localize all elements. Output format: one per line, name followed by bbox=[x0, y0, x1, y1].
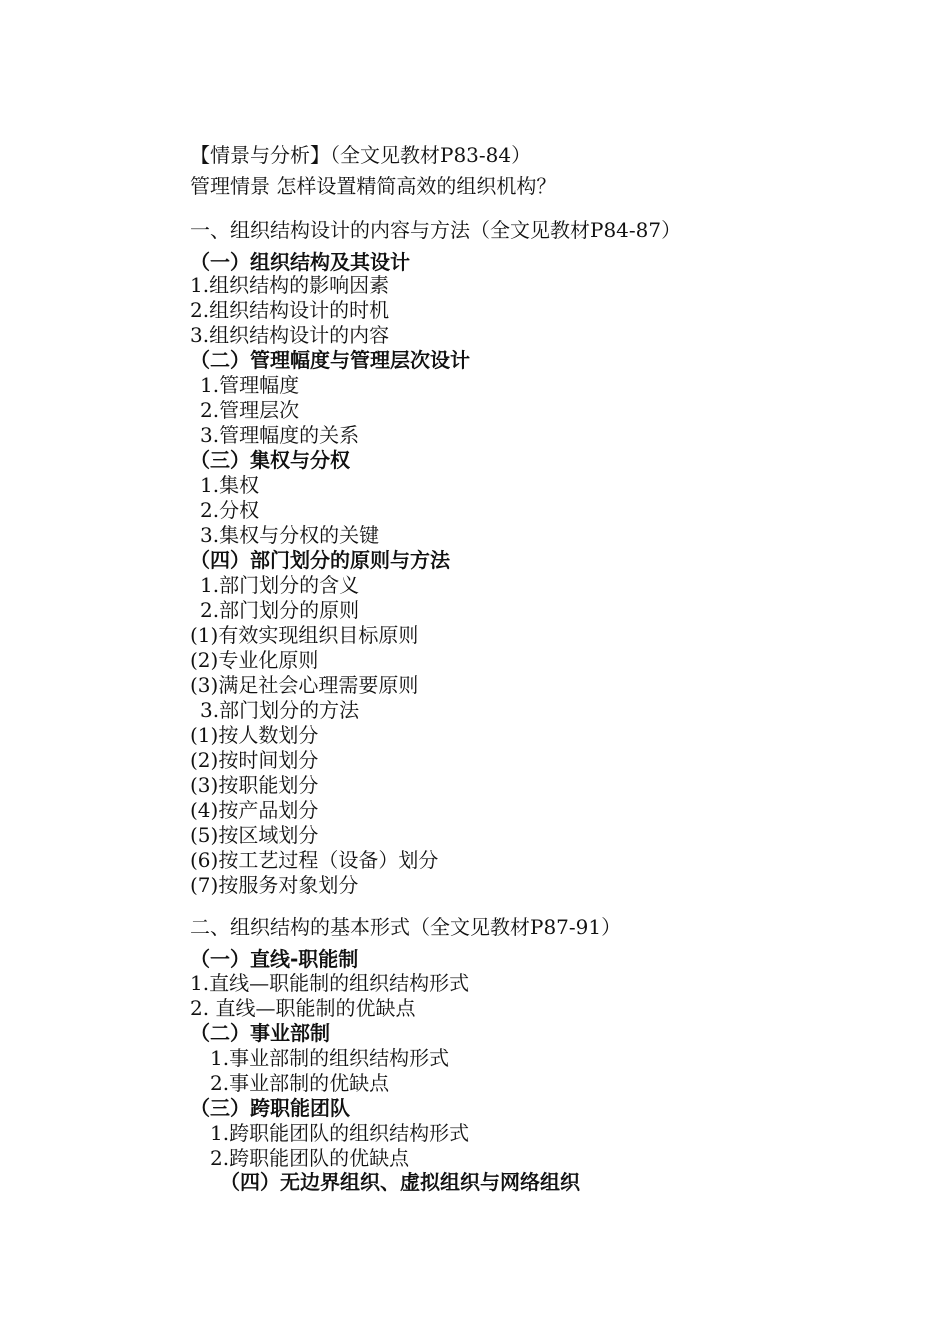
list-item: 2. 直线—职能制的优缺点 bbox=[190, 996, 416, 1020]
list-item: 2.组织结构设计的时机 bbox=[190, 298, 390, 322]
section1-sub2-title: （二）管理幅度与管理层次设计 bbox=[190, 348, 470, 372]
section1-sub1-title: （一）组织结构及其设计 bbox=[190, 250, 410, 274]
list-item: (1)有效实现组织目标原则 bbox=[190, 623, 419, 647]
list-item: 1.直线—职能制的组织结构形式 bbox=[190, 971, 470, 995]
list-item: (4)按产品划分 bbox=[190, 798, 319, 822]
list-item: 1.部门划分的含义 bbox=[200, 573, 360, 597]
section1-sub4-title: （四）部门划分的原则与方法 bbox=[190, 548, 450, 572]
intro-heading: 【情景与分析】（全文见教材P83-84） bbox=[190, 143, 532, 167]
list-item: (5)按区域划分 bbox=[190, 823, 319, 847]
list-item: 2.管理层次 bbox=[200, 398, 300, 422]
section2-sub3-title: （三）跨职能团队 bbox=[190, 1096, 350, 1120]
list-item: (1)按人数划分 bbox=[190, 723, 319, 747]
list-item: (3)按职能划分 bbox=[190, 773, 319, 797]
list-item: 1.管理幅度 bbox=[200, 373, 300, 397]
section1-title: 一、组织结构设计的内容与方法（全文见教材P84-87） bbox=[190, 218, 682, 242]
list-item: 3.管理幅度的关系 bbox=[200, 423, 360, 447]
list-item: 1.集权 bbox=[200, 473, 260, 497]
section2-sub1-title: （一）直线-职能制 bbox=[190, 947, 359, 971]
list-item: 2.分权 bbox=[200, 498, 260, 522]
list-item: 2.部门划分的原则 bbox=[200, 598, 360, 622]
list-item: 1.组织结构的影响因素 bbox=[190, 273, 390, 297]
section1-sub3-title: （三）集权与分权 bbox=[190, 448, 350, 472]
list-item: 3.部门划分的方法 bbox=[200, 698, 360, 722]
list-item: 3.集权与分权的关键 bbox=[200, 523, 380, 547]
intro-case: 管理情景 怎样设置精简高效的组织机构？ bbox=[190, 174, 557, 198]
list-item: (3)满足社会心理需要原则 bbox=[190, 673, 419, 697]
list-item: (7)按服务对象划分 bbox=[190, 873, 359, 897]
section2-sub2-title: （二）事业部制 bbox=[190, 1021, 330, 1045]
list-item: (6)按工艺过程（设备）划分 bbox=[190, 848, 439, 872]
list-item: 2.跨职能团队的优缺点 bbox=[210, 1146, 410, 1170]
list-item: 1.事业部制的组织结构形式 bbox=[210, 1046, 450, 1070]
list-item: 2.事业部制的优缺点 bbox=[210, 1071, 390, 1095]
list-item: (2)按时间划分 bbox=[190, 748, 319, 772]
list-item: 1.跨职能团队的组织结构形式 bbox=[210, 1121, 470, 1145]
section2-title: 二、组织结构的基本形式（全文见教材P87-91） bbox=[190, 915, 622, 939]
section2-sub4-title: （四）无边界组织、虚拟组织与网络组织 bbox=[220, 1170, 580, 1194]
list-item: (2)专业化原则 bbox=[190, 648, 319, 672]
list-item: 3.组织结构设计的内容 bbox=[190, 323, 390, 347]
